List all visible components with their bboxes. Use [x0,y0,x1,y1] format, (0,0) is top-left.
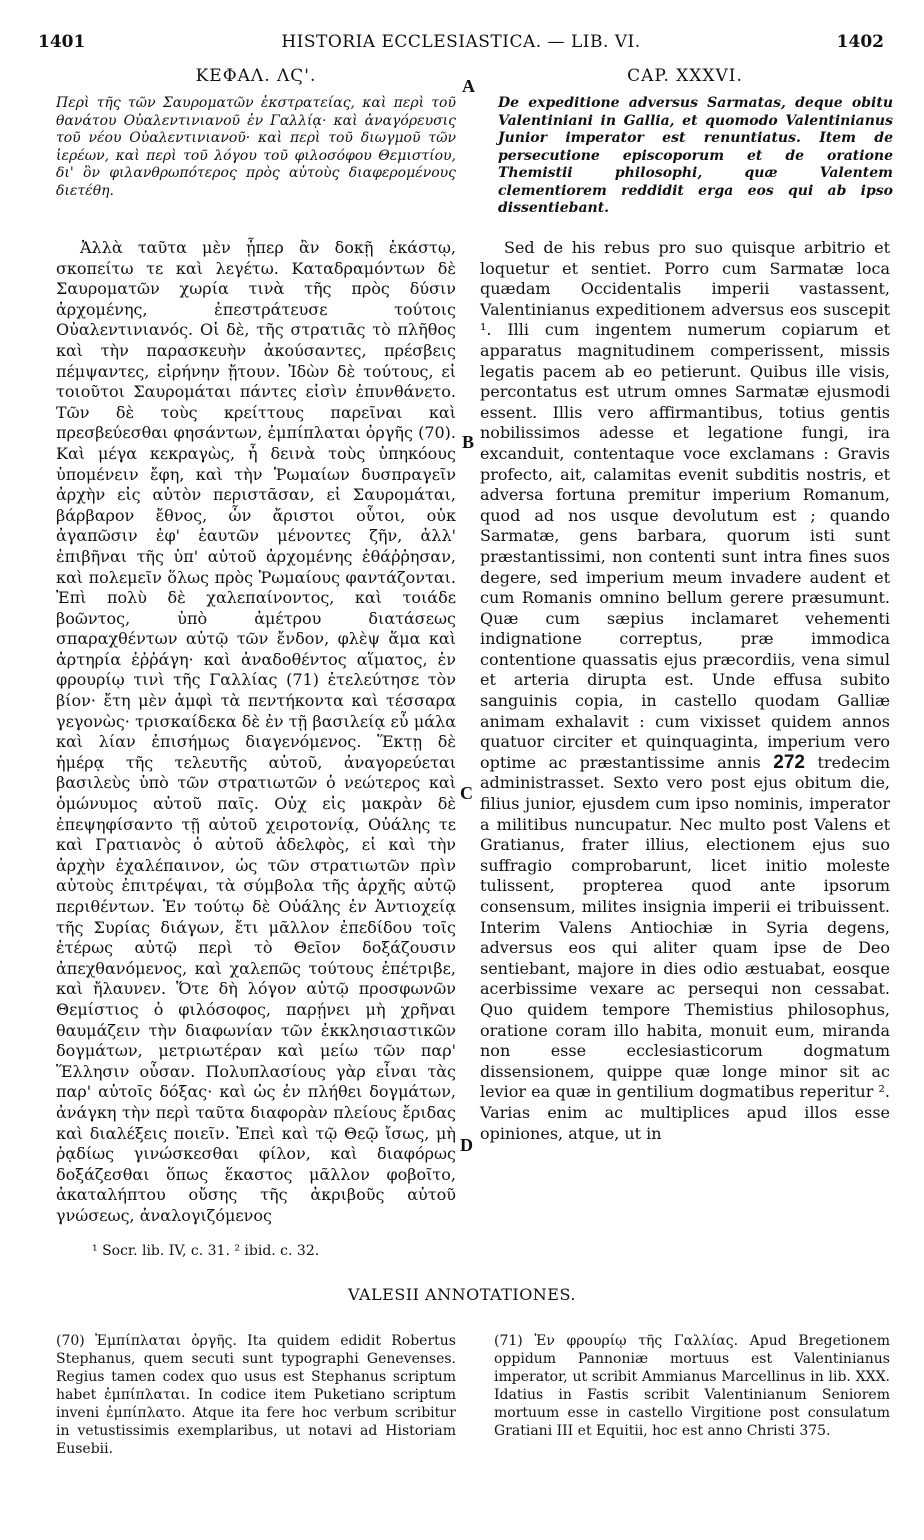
footnotes: ¹ Socr. lib. IV, c. 31. ² ibid. c. 32. [92,1243,320,1259]
running-head [38,32,884,56]
latin-text-part-1: Sed de his rebus pro suo quisque arbitrio et loquetur et sentiet. Porro cum Sarmatæ loca quædam Occidentalis imperii vastassent, Valentinianus expeditionem adversus eos suscepit ¹. Illi cum ingentem numerum copiarum et apparatus magnitudinem comperissent, missis legatis pacem ab eo petierunt. Quibus ille visis, percontatus est utrum omnes Sarmatæ ejusmodi essent. Illis vero affirmantibus, totius gentis nobilissimos adesse et legatione fungi, ira excanduit, contentaque voce exclamans : Gravis profecto, ait, calamitas evenit subditis nostris, et adversa fortuna premitur imperium Romanum, quod ad nos usque devolutum est ; quando Sarmatæ, gens barbara, quorum isti sunt præstantissimi, non contenti sunt intra fines suos degere, sed imperium meum invadere audent et cum Romanis omnino bellum gerere præsumunt. Quæ cum sæpius inclamaret vehementi indignatione correptus, præ immodica contentione quassatis ejus præcordiis, vena simul et arteria dirupta est. Unde effusa subito sanguinis copia, in castello quodam Galliæ animam exhalavit : cum vixisset quidem annos quatuor circiter et quinquaginta, imperium vero optime ac præstantissime annis [480,238,890,772]
body-text-greek: Ἀλλὰ ταῦτα μὲν ᾗπερ ἂν δοκῇ ἑκάστῳ, σκοπείτω τε καὶ λεγέτω. Καταδραμόντων δὲ Σαυροματῶν χωρία τινὰ τῆς πρὸς δύσιν ἀρχομένης, ἐπεστράτευσε τούτοις Οὐαλεντινιανός. Οἱ δὲ, τῆς στρατιᾶς τὸ πλῆθος καὶ τὴν παρασκευὴν ἀκούσαντες, πρέσβεις πέμψαντες, εἰρήνην ᾔτουν. Ἰδὼν δὲ τούτους, εἰ τοιοῦτοι Σαυρομάται πάντες εἰσὶν ἐπυνθάνετο. Τῶν δὲ τοὺς κρείττους παρεῖναι καὶ πρεσβεύεσθαι φησάντων, ἐμπίπλαται ὀργῆς (70). Καὶ μέγα κεκραγὼς, ἦ δεινὰ τοὺς ὑπηκόους ὑπομένειν ἔφη, καὶ τὴν Ῥωμαίων δυσπραγεῖν ἀρχὴν εἰς αὐτὸν περιστᾶσαν, εἰ Σαυρομάται, βάρβαρον ἔθνος, ὧν ἄριστοι οὗτοι, οὐκ ἀγαπῶσιν ἐφ' ἑαυτῶν μένοντες ζῆν, ἀλλ' ἐπιβῆναι τῆς ὑπ' αὐτοῦ ἀρχομένης ἐθάῤῥησαν, καὶ πολεμεῖν ὅλως πρὸς Ῥωμαίους φαντάζονται. Ἐπὶ πολὺ δὲ χαλεπαίνοντος, καὶ τοιάδε βοῶντος, ὑπὸ ἀμέτρου διατάσεως σπαραχθέντων αὐτῷ τῶν ἔνδον, φλὲψ ἅμα καὶ ἀρτηρία ἐῤῥάγη· καὶ ἀναδοθέντος αἵματος, ἐν φρουρίῳ τινὶ τῆς Γαλλίας (71) ἐτελεύτησε τὸν βίον· ἔτη μὲν ἀμφὶ τὰ πεντήκοντα καὶ τέσσαρα γεγονὼς· τρισκαίδεκα δὲ ἐν τῇ βασιλείᾳ εὖ μάλα καὶ λίαν ἐπισήμως διαγενόμενος. Ἕκτῃ δὲ ἡμέρᾳ τῆς τελευτῆς αὐτοῦ, ἀναγορεύεται βασιλεὺς ὑπὸ τῶν στρατιωτῶν ὁ νεώτερος καὶ ὁμώνυμος αὐτοῦ παῖς. Οὐχ εἰς μακρὰν δὲ ἐπεψηφίσαντο τῇ αὐτοῦ χειροτονίᾳ, Οὐάλης τε καὶ Γρατιανὸς ὁ αὐτοῦ ἀδελφὸς, εἰ καὶ τὴν ἀρχὴν ἐχαλέπαινον, ὡς τῶν στρατιωτῶν πρὶν αὐτοὺς ἐπιτρέψαι, τὰ σύμβολα τῆς ἀρχῆς αὐτῷ περιθέντων. Ἐν τούτῳ δὲ Οὐάλης ἐν Ἀντιοχείᾳ τῆς Συρίας διάγων, ἔτι μᾶλλον ἐπεδίδου τοῖς ἑτέρως αὐτῷ περὶ τὸ Θεῖον δοξάζουσιν ἀπεχθανόμενος, καὶ χαλεπῶς τούτους ἐπέτριβε, καὶ ἤλαυνεν. Ὅτε δὴ λόγον αὐτῷ προσφωνῶν Θεμίστιος ὁ φιλόσοφος, παρῄνει μὴ χρῆναι θαυμάζειν τὴν διαφωνίαν τῶν ἐκκλησιαστικῶν δογμάτων, μετριωτέραν καὶ μείω τῶν παρ' Ἕλλησιν οὖσαν. Πολυπλασίους γὰρ εἶναι τὰς παρ' αὐτοῖς δόξας· καὶ ὡς ἐν πλήθει δογμάτων, ἀνάγκη τὴν περὶ ταῦτα διαφορὰν πλείους ἔριδας καὶ διαλέξεις ποιεῖν. Ἐπεὶ καὶ τῷ Θεῷ ἴσως, μὴ ῥᾳδίως γινώσκεσθαι φίλον, καὶ διαφόρως δοξάζεσθαι ὅπως ἕκαστος μᾶλλον φοβοῖτο, ἀκαταλήπτου οὔσης τῆς ἀκριβοῦς αὐτοῦ γνώσεως, ἀναλογιζόμενος [56,238,456,1225]
annotations-title: VALESII ANNOTATIONES. [348,1285,576,1304]
margin-marker-b: B [462,432,475,452]
folio-number: 272 [773,751,805,773]
running-title: HISTORIA ECCLESIASTICA. — LIB. VI. [281,32,641,52]
margin-marker-d: D [460,1135,473,1155]
margin-marker-c: C [460,783,473,803]
annotation-71: (71) Ἐν φρουρίῳ τῆς Γαλλίας. Apud Bregetionem oppidum Pannoniæ mortuus est Valentinianus imperator, ut scribit Ammianus Marcellinus in lib. XXX. Idatius in Fastis scribit Valentinianum Seniorem mortuum esse in castello Virgitione post consulatum Gratiani III et Equitii, hoc est anno Christi 375. [494,1333,890,1439]
margin-marker-a: A [462,76,475,96]
page-number-left: 1401 [38,32,86,52]
chapter-summary-greek: Περὶ τῆς τῶν Σαυροματῶν ἐκστρατείας, καὶ περὶ τοῦ θανάτου Οὐαλεντινιανοῦ ἐν Γαλλίᾳ· καὶ ἀναγόρευσις τοῦ νέου Οὐαλεντινιανοῦ· καὶ περὶ τοῦ διωγμοῦ τῶν ἱερέων, καὶ περὶ τοῦ λόγου τοῦ φιλοσόφου Θεμιστίου, δι' ὃν φιλανθρωπότερος πρὸς αὐτοὺς διαφερομένους διετέθη. [56,95,456,199]
annotation-70: (70) Ἐμπίπλαται ὀργῆς. Ita quidem edidit Robertus Stephanus, quem secuti sunt typographi Genevenses. Regius tamen codex quo usus est Stephanus scriptum habet ἐμπίπλαται. In codice item Puketiano scriptum inveni ἐμπίπλατο. Atque ita fere hoc verbum scribitur in vetustissimis exemplaribus, ut notavi ad Historiam Eusebii. [56,1333,456,1457]
chapter-heading-greek: ΚΕΦΑΛ. ΛϚ'. [195,66,317,86]
chapter-summary-latin: De expeditione adversus Sarmatas, deque obitu Valentiniani in Gallia, et quomodo Valentinianus Junior imperator est renuntiatus. Item de persecutione episcoporum et de oratione Themistii philosophi, quæ Valentem clementiorem reddidit erga eos qui ab ipso dissentiebant. [498,95,893,216]
chapter-heading-latin: CAP. XXXVI. [627,66,743,86]
body-text-latin [480,238,890,1144]
page-number-right: 1402 [836,32,884,52]
latin-text-part-2: tredecim administrasset. Sexto vero post ejus obitum die, filius junior, ejusdem cum ipso nominis, imperator a militibus nuncupatur. Nec multo post Valens et Gratianus, frater illius, electionem ejus suo suffragio comprobarunt, licet initio moleste tulissent, propterea quod ante ipsorum consensum, milites insignia imperii ei tribuissent. Interim Valens Antiochiæ in Syria degens, adversus eos qui aliter quam ipse de Deo sentiebant, majore in dies odio æstuabat, eosque acerbissime vexare ac persequi non cessabat. Quo quidem tempore Themistius philosophus, oratione coram illo habita, monuit eum, miranda non esse ecclesiasticorum dogmatum dissensionem, quippe quæ longe minor sit ac levior ea quæ in gentilium dogmatibus reperitur ². Varias enim ac multiplices apud illos esse opiniones, atque, ut in [480,752,891,1143]
